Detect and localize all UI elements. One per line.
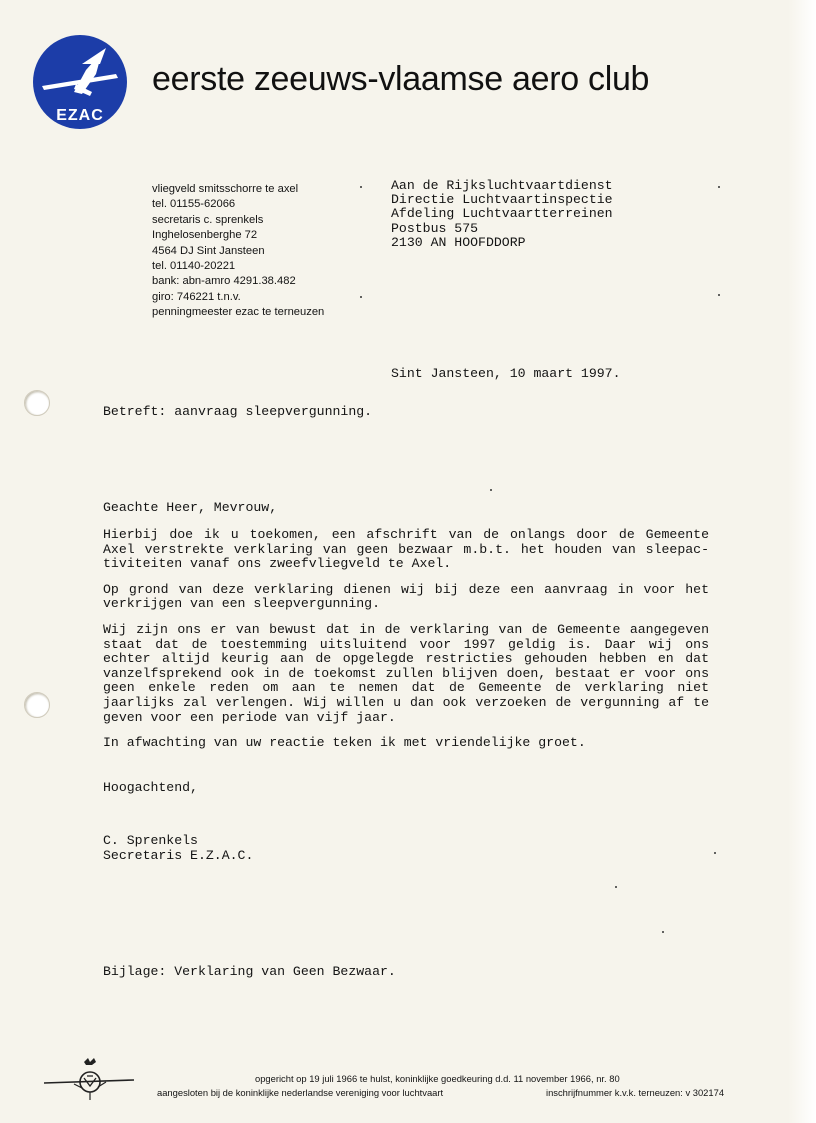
signature-title: Secretaris E.Z.A.C. xyxy=(103,847,254,863)
sender-line: penningmeester ezac te terneuzen xyxy=(152,306,325,319)
scan-speck xyxy=(615,886,617,888)
body-line: Axel verstrekte verklaring van geen bezwaar m.b.t. het houden van sleepac- xyxy=(103,541,709,557)
sender-line: bank: abn-amro 4291.38.482 xyxy=(152,275,296,288)
logo-lettering: EZAC xyxy=(56,107,104,124)
letter-body xyxy=(103,528,709,762)
sender-address-block xyxy=(152,182,324,321)
body-line: geen enkele reden om aan te nemen dat de Gemeente de verklaring niet xyxy=(103,680,709,696)
paper-edge xyxy=(788,0,816,1123)
footer-registration: inschrijfnummer k.v.k. terneuzen: v 302174 xyxy=(546,1087,725,1098)
sender-line: tel. 01140-20221 xyxy=(152,259,236,272)
scan-speck xyxy=(714,852,716,854)
recipient-line: Afdeling Luchtvaartterreinen xyxy=(391,206,613,222)
footer-affiliation: aangesloten bij de koninklijke nederlandse vereniging voor luchtvaart xyxy=(157,1087,444,1098)
punch-hole xyxy=(24,692,50,718)
body-line: verkrijgen van een sleepvergunning. xyxy=(103,596,380,612)
scan-speck xyxy=(718,294,720,296)
scan-speck xyxy=(662,931,664,933)
scan-speck xyxy=(360,186,362,188)
body-paragraph xyxy=(103,528,709,572)
body-line: Op grond van deze verklaring dienen wij bij deze een aanvraag in voor het xyxy=(103,581,709,597)
recipient-address-block xyxy=(391,179,613,250)
body-line: jaarlijks zal verlengen. Wij willen u dan ook verzoeken de vergunning af te xyxy=(103,694,709,710)
enclosure-line: Bijlage: Verklaring van Geen Bezwaar. xyxy=(103,964,396,979)
body-line: Wij zijn ons er van bewust dat in de verklaring van de Gemeente aangegeven xyxy=(103,621,709,637)
ezac-logo xyxy=(32,34,128,130)
punch-hole xyxy=(24,390,50,416)
recipient-line: 2130 AN HOOFDDORP xyxy=(391,234,526,250)
body-line: vanzelfsprekend ook in de toekomst zullen blijven doen, bestaat er voor ons xyxy=(103,665,709,681)
body-line: Hierbij doe ik u toekomen, een afschrift van de onlangs door de Gemeente xyxy=(103,527,709,542)
body-line: geven voor een periode van vijf jaar. xyxy=(103,709,396,725)
scan-speck xyxy=(360,296,362,298)
salutation: Geachte Heer, Mevrouw, xyxy=(103,500,278,515)
sender-line: tel. 01155-62066 xyxy=(152,198,236,211)
knvvl-emblem-icon xyxy=(44,1056,134,1102)
scan-speck xyxy=(490,489,492,491)
sender-line: Inghelosenberghe 72 xyxy=(152,229,258,242)
sender-line: giro: 746221 t.n.v. xyxy=(152,290,241,303)
body-line: echter altijd keurig aan de opgelegde restricties gehouden hebben en dat xyxy=(103,651,709,667)
footer-founding-line: opgericht op 19 juli 1966 te hulst, koninklijke goedkeuring d.d. 11 november 1966, nr. 80 xyxy=(255,1073,620,1084)
body-paragraph xyxy=(103,736,709,751)
body-line: staat dat de toestemming uitsluitend voor 1997 geldig is. Daar wij ons xyxy=(103,636,709,652)
date-line: Sint Jansteen, 10 maart 1997. xyxy=(391,366,621,381)
closing: Hoogachtend, xyxy=(103,780,198,795)
body-paragraph xyxy=(103,583,709,612)
recipient-line: Postbus 575 xyxy=(391,220,479,236)
recipient-line: Directie Luchtvaartinspectie xyxy=(391,192,613,208)
body-line: tiviteiten vanaf ons zweefvliegveld te Axel. xyxy=(103,556,452,572)
subject-line: Betreft: aanvraag sleepvergunning. xyxy=(103,404,373,419)
signature-block xyxy=(103,834,253,863)
club-name: eerste zeeuws-vlaamse aero club xyxy=(152,60,650,98)
sender-line: 4564 DJ Sint Jansteen xyxy=(152,244,265,257)
scan-speck xyxy=(718,186,720,188)
body-paragraph xyxy=(103,623,709,725)
body-line: In afwachting van uw reactie teken ik met vriendelijke groet. xyxy=(103,735,586,751)
recipient-line: Aan de Rijksluchtvaartdienst xyxy=(391,178,613,193)
signature-name: C. Sprenkels xyxy=(103,833,198,848)
sender-line: secretaris c. sprenkels xyxy=(152,213,264,226)
sender-line: vliegveld smitsschorre te axel xyxy=(152,183,299,195)
